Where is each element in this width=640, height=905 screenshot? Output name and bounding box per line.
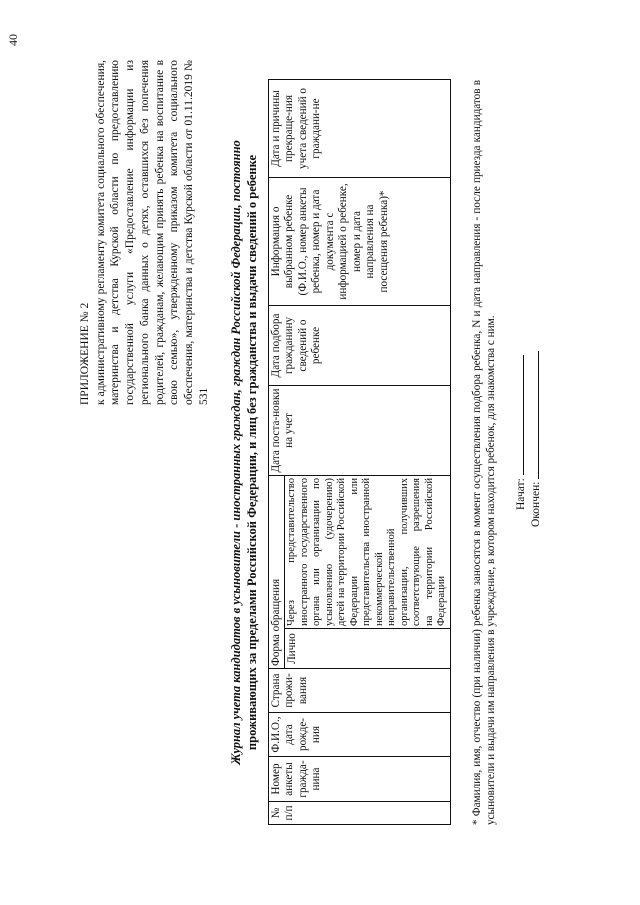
footnote: * Фамилия, имя, отчество (при наличии) ребенка заносятся в момент осуществления подбора ребенка, N и дата направления - после приезда кандидатов в усыновители и выдачи им направления в учреждение, в котором находится ребенок, для знакомства с ним. (471, 80, 498, 825)
header-questionnaire-number: Номер анкеты гражда-нина (269, 757, 451, 802)
header-termination: Дата и причины прекраще-ния учета сведений о граждани-не (269, 79, 451, 177)
journal-title (228, 80, 260, 825)
header-fio-birthdate: Ф.И.О., дата рожде-ния (269, 713, 451, 757)
header-num: № п/п (269, 802, 451, 825)
header-country: Страна прожи-вания (269, 669, 451, 713)
page-number: 40 (6, 34, 20, 46)
ended-underline (527, 351, 539, 479)
form-representative: Через представительство иностранного государственного органа или организации по усыновлению (удочерению) детей на территории Российской Федерации или представительства иностранной некоммерческой неправительственной организации, получивших соответствующие разрешения на территории Российской Федерации (285, 475, 451, 628)
table-header-row (269, 79, 285, 824)
header-request-form: Форма обращения (269, 475, 285, 668)
header-selection-date: Дата подбора гражданину сведений о ребенке (269, 305, 451, 385)
journal-title-line-2: проживающих за пределами Российской Федерации, и лиц без гражданства и выдачи сведений о ребенке (245, 154, 259, 751)
appendix-heading: ПРИЛОЖЕНИЕ № 2 (79, 302, 91, 405)
journal-table (268, 79, 451, 825)
form-personal: Лично (285, 629, 451, 669)
header-child-info: Информация о выбранном ребенке (Ф.И.О., номер анкеты ребенка, номер и дата документа с информацией о ребенке, номер и дата направления на посещения ребенка)* (269, 177, 451, 305)
ended-field (527, 327, 544, 527)
started-underline (512, 355, 524, 475)
journal-title-line-1: Журнал учета кандидатов в усыновители - иностранных граждан, граждан Российской Федерации, постоянно (229, 140, 243, 765)
appendix-text: к административному регламенту комитета социального обеспечения, материнства и детства Курской области по предоставлению государственной услуги «Предоставление информации из регионального банка данных о детях, оставшихся без попечения родителей, гражданам, желающим принять ребенка на воспитание в свою семью», утвержденному приказом комитета социального обеспечения, материнства и детства Курской области от 01.11.2019 № 531 (94, 60, 210, 405)
ended-label: Окончен: (530, 481, 542, 527)
appendix-block (78, 60, 211, 405)
header-registration-date: Дата поста-новки на учет (269, 385, 451, 475)
started-label: Начат: (515, 478, 527, 510)
